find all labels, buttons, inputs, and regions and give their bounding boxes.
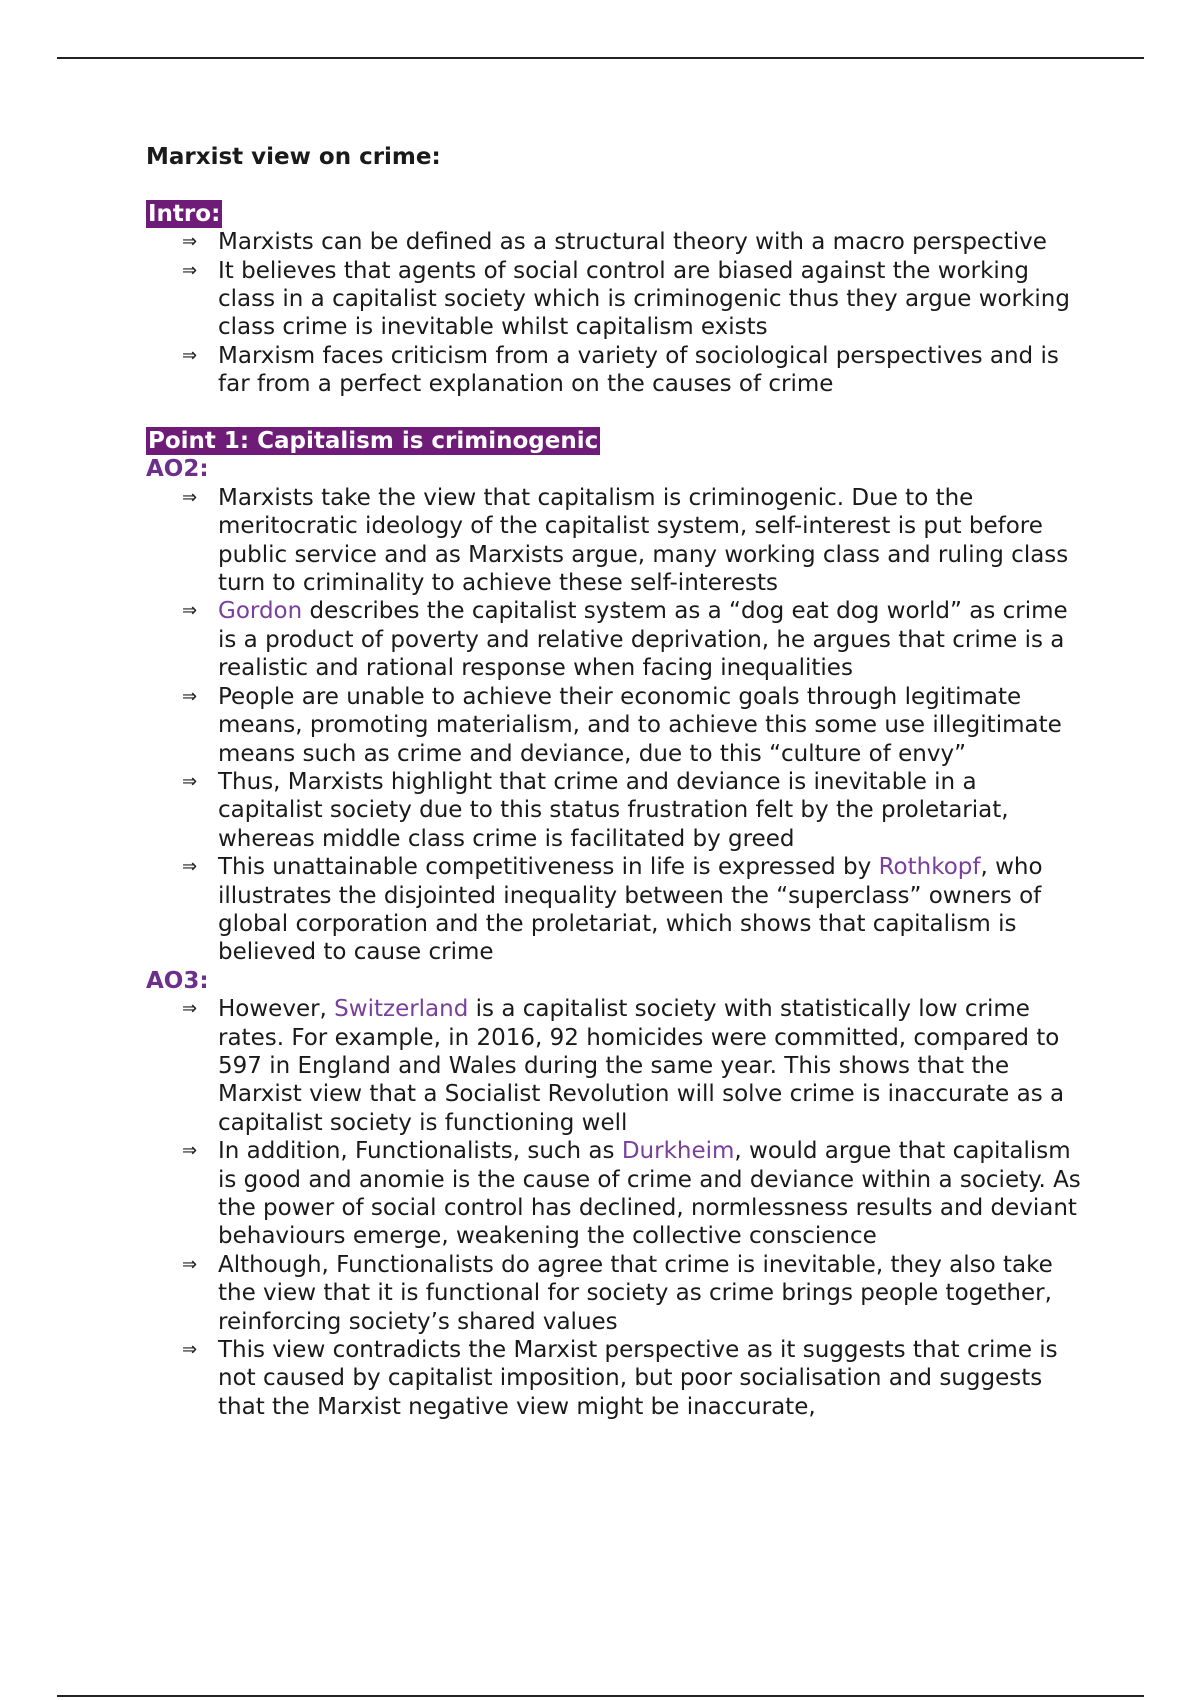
list-item: ⇒ This unattainable competitiveness in life is expressed by Rothkopf, who illustrates the disjointed inequality between the “superclass” owners of global corporation and the proletariat, which shows that capitalism is believed to cause crime xyxy=(182,854,1043,966)
document-body xyxy=(146,143,1086,1421)
name-durkheim: Durkheim xyxy=(621,1138,735,1165)
ao3-label: AO3: xyxy=(146,967,209,994)
list-item: ⇒ Although, Functionalists do agree that crime is inevitable, they also take the view that it is functional for society as crime brings people together, reinforcing society’s shared values xyxy=(182,1251,1053,1335)
arrow-icon: ⇒ xyxy=(182,1253,198,1275)
arrow-icon: ⇒ xyxy=(182,1140,198,1162)
arrow-icon: ⇒ xyxy=(182,856,198,878)
arrow-icon: ⇒ xyxy=(182,685,198,707)
top-rule xyxy=(57,57,1144,59)
name-rothkopf: Rothkopf xyxy=(878,854,981,881)
list-item: ⇒ Marxists can be defined as a structural theory with a macro perspective xyxy=(182,229,1047,256)
intro-heading: Intro: xyxy=(148,200,221,227)
arrow-icon: ⇒ xyxy=(182,1339,198,1361)
arrow-icon: ⇒ xyxy=(182,486,198,508)
ao2-label: AO2: xyxy=(146,456,209,483)
arrow-icon: ⇒ xyxy=(182,600,198,622)
bottom-rule xyxy=(57,1695,1144,1697)
list-item: ⇒ Gordon describes the capitalist system as a “dog eat dog world” as crime is a product of poverty and relative deprivation, he argues that crime is a realistic and rational response when facing inequalities xyxy=(182,598,1068,682)
name-gordon: Gordon xyxy=(218,598,303,625)
ao3-list xyxy=(146,995,1086,1421)
ao2-list xyxy=(146,484,1086,967)
arrow-icon: ⇒ xyxy=(182,770,198,792)
name-switzerland: Switzerland xyxy=(334,996,469,1023)
list-item: ⇒ Marxism faces criticism from a variety of sociological perspectives and is far from a perfect explanation on the causes of crime xyxy=(182,342,1059,398)
intro-list xyxy=(146,228,1086,398)
list-item: ⇒ It believes that agents of social control are biased against the working class in a capitalist society which is criminogenic thus they argue working class crime is inevitable whilst capitalism exists xyxy=(182,257,1070,341)
document-title: Marxist view on crime: xyxy=(146,144,441,170)
arrow-icon: ⇒ xyxy=(182,344,198,366)
list-item: ⇒ People are unable to achieve their economic goals through legitimate means, promoting materialism, and to achieve this some use illegitimate means such as crime and deviance, due to this “culture of envy” xyxy=(182,683,1062,767)
list-item: ⇒ This view contradicts the Marxist perspective as it suggests that crime is not caused by capitalist imposition, but poor socialisation and suggests that the Marxist negative view might be inaccurate, xyxy=(182,1337,1058,1420)
list-item: ⇒ Thus, Marxists highlight that crime and deviance is inevitable in a capitalist society due to this status frustration felt by the proletariat, whereas middle class crime is facilitated by greed xyxy=(182,768,1009,852)
point1-section xyxy=(146,427,1086,1421)
arrow-icon: ⇒ xyxy=(182,998,198,1020)
point1-heading: Point 1: Capitalism is criminogenic xyxy=(148,428,599,455)
list-item: ⇒ In addition, Functionalists, such as Durkheim, would argue that capitalism is good and anomie is the cause of crime and deviance within a society. As the power of social control has declined, normlessness results and deviant behaviours emerge, weakening the collective conscience xyxy=(182,1138,1081,1250)
list-item: ⇒ Marxists take the view that capitalism is criminogenic. Due to the meritocratic ideology of the capitalist system, self-interest is put before public service and as Marxists argue, many working class and ruling class turn to criminality to achieve these self-interests xyxy=(182,484,1069,597)
intro-section xyxy=(146,200,1086,399)
arrow-icon: ⇒ xyxy=(182,231,198,253)
list-item: ⇒ However, Switzerland is a capitalist society with statistically low crime rates. For example, in 2016, 92 homicides were committed, compared to 597 in England and Wales during the same year. This shows that the Marxist view that a Socialist Revolution will solve crime is inaccurate as a capitalist society is functioning well xyxy=(182,996,1065,1136)
arrow-icon: ⇒ xyxy=(182,259,198,281)
